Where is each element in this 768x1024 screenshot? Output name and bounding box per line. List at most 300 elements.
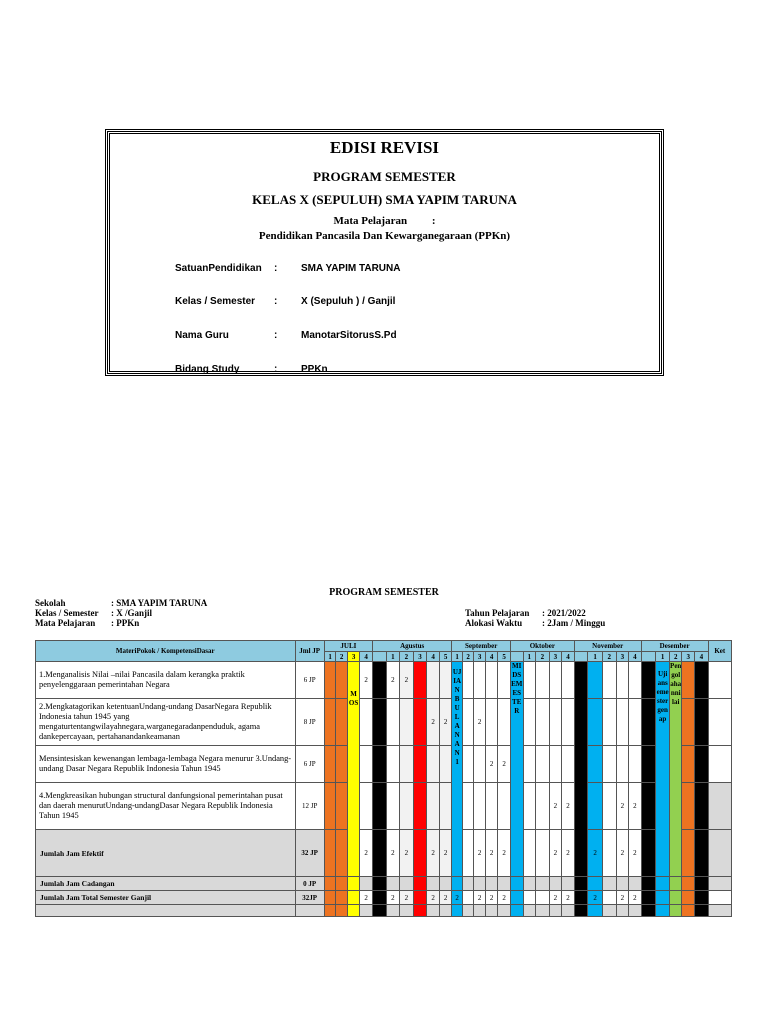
schedule-cell <box>510 905 523 917</box>
schedule-cell <box>386 746 400 783</box>
cover-row-label: Kelas / Semester <box>175 296 256 307</box>
total-label <box>36 877 296 891</box>
header-week <box>616 652 629 662</box>
cover-row-value: PPKn <box>301 364 328 375</box>
schedule-cell <box>603 905 617 917</box>
schedule-cell <box>474 783 486 830</box>
schedule-cell <box>523 830 536 877</box>
jp-value: 6 JP <box>303 760 316 768</box>
week-number: 1 <box>660 652 665 661</box>
schedule-cell <box>574 891 588 905</box>
schedule-cell <box>669 905 682 917</box>
jp-two: 2 <box>593 893 597 902</box>
schedule-cell <box>439 783 452 830</box>
schedule-cell <box>695 905 709 917</box>
header-week <box>695 652 709 662</box>
schedule-cell <box>324 830 336 877</box>
total-label <box>36 830 296 877</box>
header-spacer <box>510 652 523 662</box>
info-value: : 2021/2022 <box>542 608 586 618</box>
cover-row-colon: : <box>274 364 278 375</box>
info-label: Alokasi Waktu <box>465 618 523 628</box>
jp-two: 2 <box>391 849 395 857</box>
schedule-cell <box>549 891 562 905</box>
schedule-cell <box>641 662 656 699</box>
schedule-cell <box>400 905 414 917</box>
schedule-cell <box>523 891 536 905</box>
cover-row-value: ManotarSitorusS.Pd <box>301 330 397 341</box>
schedule-cell <box>510 891 523 905</box>
schedule-cell <box>427 891 440 905</box>
schedule-cell <box>427 746 440 783</box>
schedule-cell <box>536 662 550 699</box>
header-month <box>574 641 641 652</box>
info-alokasi <box>465 618 606 628</box>
header-jml-label: Jml JP <box>299 647 321 655</box>
jp-two: 2 <box>431 893 435 902</box>
schedule-cell <box>439 662 452 699</box>
schedule-cell <box>695 662 709 699</box>
schedule-cell <box>360 830 373 877</box>
week-number: 3 <box>553 652 558 661</box>
jp-two: 2 <box>404 893 409 902</box>
jp-two: 2 <box>391 676 395 684</box>
schedule-cell <box>324 905 336 917</box>
schedule-cell <box>485 662 498 699</box>
ujian-bulanan-2-label: UJIANBULANAN 2 <box>575 662 587 715</box>
jp-cell <box>295 746 324 783</box>
header-week <box>536 652 550 662</box>
jp-two: 2 <box>620 802 625 810</box>
program-semester-title: PROGRAM SEMESTER <box>329 587 439 598</box>
schedule-cell <box>656 877 670 891</box>
schedule-cell <box>474 830 486 877</box>
week-number: 5 <box>443 652 448 661</box>
jp-cell <box>295 662 324 699</box>
schedule-cell <box>498 830 511 877</box>
schedule-cell <box>523 877 536 891</box>
schedule-cell <box>336 662 348 699</box>
subject-name: Pendidikan Pancasila Dan Kewarganegaraan (PPKn) <box>258 230 511 242</box>
schedule-cell <box>462 891 474 905</box>
schedule-cell <box>427 905 440 917</box>
jp-two: 2 <box>364 893 368 902</box>
jp-value: 12 JP <box>301 802 318 810</box>
schedule-cell <box>682 877 695 891</box>
schedule-cell <box>336 877 348 891</box>
jp-cell <box>295 830 324 877</box>
materi-text: Mensintesiskan kewenangan lembaga-lembaga Negara menurur 3.Undang-undang Dasar Negara Republik Indonesia Tahun 1945 <box>39 753 292 773</box>
schedule-cell <box>562 877 575 891</box>
vertical-label-cell <box>669 662 682 877</box>
schedule-cell <box>641 746 656 783</box>
schedule-cell <box>616 891 629 905</box>
schedule-cell <box>413 662 427 699</box>
schedule-cell <box>536 891 550 905</box>
header-week <box>427 652 440 662</box>
jp-two: 2 <box>633 802 637 810</box>
schedule-cell <box>372 746 386 783</box>
subject-colon: : <box>431 215 436 227</box>
schedule-cell <box>562 783 575 830</box>
schedule-cell <box>413 877 427 891</box>
cover-row-colon: : <box>274 296 278 307</box>
schedule-cell <box>523 699 536 746</box>
schedule-cell <box>336 891 348 905</box>
schedule-cell <box>523 662 536 699</box>
schedule-cell <box>427 699 440 746</box>
schedule-cell <box>439 877 452 891</box>
schedule-cell <box>536 877 550 891</box>
schedule-cell <box>372 877 386 891</box>
vertical-label-cell <box>452 662 462 877</box>
cover-row-label: Bidang Study <box>175 364 240 375</box>
jp-two: 2 <box>404 676 409 684</box>
schedule-cell <box>413 891 427 905</box>
header-week <box>562 652 575 662</box>
jp-two: 2 <box>443 893 448 902</box>
header-week <box>413 652 427 662</box>
schedule-cell <box>336 699 348 746</box>
ket-cell <box>708 891 731 905</box>
info-label: Tahun Pelajaran <box>465 608 530 618</box>
schedule-cell <box>400 783 414 830</box>
ket-cell <box>708 662 731 699</box>
ket-cell <box>708 699 731 746</box>
schedule-cell <box>485 746 498 783</box>
info-value: : X /Ganjil <box>111 608 153 618</box>
schedule-cell <box>386 877 400 891</box>
schedule-cell <box>474 905 486 917</box>
schedule-cell <box>588 905 603 917</box>
schedule-cell <box>641 891 656 905</box>
total-text: Jumlah Jam Efektif <box>40 848 104 858</box>
week-number: 4 <box>633 652 637 661</box>
week-number: 3 <box>620 652 625 661</box>
week-number: 1 <box>391 652 395 661</box>
schedule-cell <box>474 891 486 905</box>
jp-cell <box>295 699 324 746</box>
header-week <box>603 652 617 662</box>
jp-two: 2 <box>364 849 368 857</box>
schedule-cell <box>400 699 414 746</box>
jp-two: 2 <box>502 849 506 857</box>
week-number: 2 <box>339 652 344 661</box>
info-kelas <box>35 608 153 618</box>
materi-text: 1.Menganalisis Nilai –nilai Pancasila dalam kerangka praktik penyelenggaraan pemerintahan Negara <box>39 669 245 689</box>
schedule-cell <box>485 830 498 877</box>
total-text: Jumlah Jam Cadangan <box>40 879 115 888</box>
schedule-cell <box>629 662 642 699</box>
schedule-cell <box>641 830 656 877</box>
schedule-table <box>35 640 732 917</box>
schedule-cell <box>400 891 414 905</box>
schedule-cell <box>386 662 400 699</box>
jp-two: 2 <box>553 893 558 902</box>
schedule-cell <box>439 891 452 905</box>
schedule-cell <box>536 905 550 917</box>
week-number: 2 <box>540 652 545 661</box>
ujian-bulanan-1-label: UJIAN BULANAN 1 <box>452 668 462 766</box>
header-week <box>588 652 603 662</box>
schedule-cell <box>439 830 452 877</box>
schedule-cell <box>400 746 414 783</box>
schedule-cell <box>549 746 562 783</box>
week-number: 1 <box>455 652 459 661</box>
schedule-cell <box>474 746 486 783</box>
schedule-cell <box>574 905 588 917</box>
schedule-cell <box>603 783 617 830</box>
header-week <box>498 652 511 662</box>
materi-cell <box>36 746 296 783</box>
header-week <box>462 652 474 662</box>
jp-two: 2 <box>431 849 435 857</box>
schedule-cell <box>462 783 474 830</box>
jp-two: 2 <box>391 893 395 902</box>
schedule-cell <box>536 830 550 877</box>
schedule-cell <box>452 905 462 917</box>
schedule-cell <box>462 905 474 917</box>
schedule-cell <box>372 783 386 830</box>
header-week <box>549 652 562 662</box>
schedule-cell <box>536 783 550 830</box>
schedule-cell <box>498 662 511 699</box>
schedule-cell <box>439 746 452 783</box>
class-line: KELAS X (SEPULUH) SMA YAPIM TARUNA <box>252 192 517 207</box>
schedule-cell <box>372 699 386 746</box>
ket-cell <box>708 905 731 917</box>
month-label: Agustus <box>400 642 425 650</box>
schedule-cell <box>510 877 523 891</box>
schedule-cell <box>682 783 695 830</box>
cover-row-value: SMA YAPIM TARUNA <box>301 263 401 274</box>
schedule-cell <box>498 746 511 783</box>
jp-two: 2 <box>502 760 506 768</box>
edition-title: EDISI REVISI <box>329 138 440 157</box>
schedule-cell <box>562 699 575 746</box>
jp-two: 2 <box>489 893 494 902</box>
jp-two: 2 <box>455 893 459 902</box>
schedule-cell <box>336 905 348 917</box>
schedule-cell <box>485 891 498 905</box>
schedule-cell <box>324 746 336 783</box>
schedule-cell <box>603 746 617 783</box>
header-ket-label: Ket <box>714 647 726 655</box>
info-mapel <box>35 618 140 628</box>
jp-two: 2 <box>633 849 637 857</box>
week-number: 2 <box>404 652 409 661</box>
schedule-cell <box>523 905 536 917</box>
schedule-cell <box>413 699 427 746</box>
cover-row-colon: : <box>274 263 278 274</box>
schedule-cell <box>603 662 617 699</box>
header-week <box>452 652 462 662</box>
schedule-cell <box>439 699 452 746</box>
jp-two: 2 <box>443 718 448 726</box>
info-label: Mata Pelajaran <box>35 618 96 628</box>
schedule-cell <box>603 699 617 746</box>
jp-value: 6 JP <box>303 676 316 684</box>
schedule-cell <box>498 877 511 891</box>
week-number: 1 <box>328 652 332 661</box>
schedule-cell <box>336 830 348 877</box>
header-jml-jp <box>295 641 324 662</box>
schedule-cell <box>588 891 603 905</box>
schedule-cell <box>603 877 617 891</box>
jp-two: 2 <box>502 893 506 902</box>
schedule-cell <box>549 905 562 917</box>
schedule-cell <box>462 699 474 746</box>
schedule-cell <box>336 783 348 830</box>
cover-row-label: Nama Guru <box>175 330 229 341</box>
info-value: : SMA YAPIM TARUNA <box>111 598 208 608</box>
schedule-cell <box>462 662 474 699</box>
schedule-cell <box>372 905 386 917</box>
schedule-cell <box>485 877 498 891</box>
vertical-label-cell <box>656 662 670 877</box>
jp-two: 2 <box>633 893 637 902</box>
header-month <box>324 641 372 652</box>
schedule-cell <box>588 877 603 891</box>
schedule-cell <box>413 746 427 783</box>
schedule-cell <box>616 746 629 783</box>
header-week <box>669 652 682 662</box>
schedule-cell <box>413 905 427 917</box>
schedule-cell <box>413 783 427 830</box>
week-number: 1 <box>527 652 532 661</box>
total-label <box>36 891 296 905</box>
jp-value: 8 JP <box>303 718 316 726</box>
schedule-cell <box>616 905 629 917</box>
jp-two: 2 <box>477 718 482 726</box>
week-number: 4 <box>364 652 368 661</box>
schedule-cell <box>682 830 695 877</box>
schedule-cell <box>474 877 486 891</box>
schedule-cell <box>669 877 682 891</box>
schedule-cell <box>629 891 642 905</box>
schedule-cell <box>324 891 336 905</box>
jp-two: 2 <box>566 893 570 902</box>
schedule-cell <box>641 905 656 917</box>
header-materi-label: MateriPokok / KompetensiDasar <box>115 647 215 655</box>
schedule-cell <box>386 783 400 830</box>
schedule-cell <box>616 699 629 746</box>
schedule-cell <box>498 891 511 905</box>
schedule-cell <box>629 905 642 917</box>
ket-cell <box>708 783 731 830</box>
schedule-cell <box>485 905 498 917</box>
schedule-cell <box>616 830 629 877</box>
schedule-cell <box>474 699 486 746</box>
schedule-cell <box>360 783 373 830</box>
schedule-cell <box>498 699 511 746</box>
vertical-label-cell <box>510 662 523 877</box>
month-label: Oktober <box>529 642 555 650</box>
schedule-cell <box>360 891 373 905</box>
schedule-cell <box>695 877 709 891</box>
schedule-cell <box>452 877 462 891</box>
blank-cell <box>295 905 324 917</box>
materi-cell <box>36 699 296 746</box>
schedule-cell <box>669 891 682 905</box>
week-number: 2 <box>607 652 612 661</box>
schedule-cell <box>427 662 440 699</box>
header-week <box>360 652 373 662</box>
header-week <box>439 652 452 662</box>
schedule-cell <box>682 891 695 905</box>
schedule-cell <box>549 877 562 891</box>
schedule-cell <box>360 877 373 891</box>
schedule-cell <box>629 746 642 783</box>
schedule-cell <box>360 662 373 699</box>
schedule-cell <box>400 877 414 891</box>
jp-two: 2 <box>404 849 409 857</box>
jp-value: 0 JP <box>303 879 317 888</box>
schedule-cell <box>462 877 474 891</box>
schedule-cell <box>616 783 629 830</box>
schedule-cell <box>682 746 695 783</box>
header-week <box>682 652 695 662</box>
jp-two: 2 <box>620 849 625 857</box>
schedule-cell <box>347 877 360 891</box>
schedule-cell <box>616 877 629 891</box>
week-number: 2 <box>673 652 678 661</box>
cover-row-value: X (Sepuluh ) / Ganjil <box>301 296 396 307</box>
schedule-cell <box>427 877 440 891</box>
week-number: 3 <box>477 652 482 661</box>
info-value: : PPKn <box>111 618 140 628</box>
schedule-cell <box>427 783 440 830</box>
jp-two: 2 <box>477 849 482 857</box>
schedule-cell <box>574 877 588 891</box>
schedule-cell <box>400 830 414 877</box>
schedule-cell <box>588 830 603 877</box>
jp-two: 2 <box>477 893 482 902</box>
schedule-cell <box>498 905 511 917</box>
schedule-cell <box>562 746 575 783</box>
jp-two: 2 <box>620 893 625 902</box>
jp-cell <box>295 783 324 830</box>
schedule-cell <box>360 746 373 783</box>
schedule-cell <box>682 662 695 699</box>
info-value: : 2Jam / Minggu <box>542 618 606 628</box>
jp-cell <box>295 877 324 891</box>
cover-row-colon: : <box>274 330 278 341</box>
schedule-cell <box>562 891 575 905</box>
month-label: JULI <box>340 642 357 650</box>
jp-cell <box>295 891 324 905</box>
schedule-cell <box>372 662 386 699</box>
header-month <box>452 641 511 652</box>
schedule-cell <box>695 783 709 830</box>
schedule-cell <box>386 891 400 905</box>
jp-two: 2 <box>553 802 558 810</box>
schedule-cell <box>656 905 670 917</box>
schedule-cell <box>523 783 536 830</box>
schedule-cell <box>324 783 336 830</box>
schedule-cell <box>629 830 642 877</box>
schedule-cell <box>386 699 400 746</box>
info-sekolah <box>35 598 208 608</box>
schedule-cell <box>347 891 360 905</box>
header-spacer <box>372 652 386 662</box>
schedule-cell <box>474 662 486 699</box>
info-label: Kelas / Semester <box>35 608 99 618</box>
schedule-cell <box>656 891 670 905</box>
schedule-cell <box>485 699 498 746</box>
schedule-cell <box>549 662 562 699</box>
total-text: Jumlah Jam Total Semester Ganjil <box>40 893 152 902</box>
